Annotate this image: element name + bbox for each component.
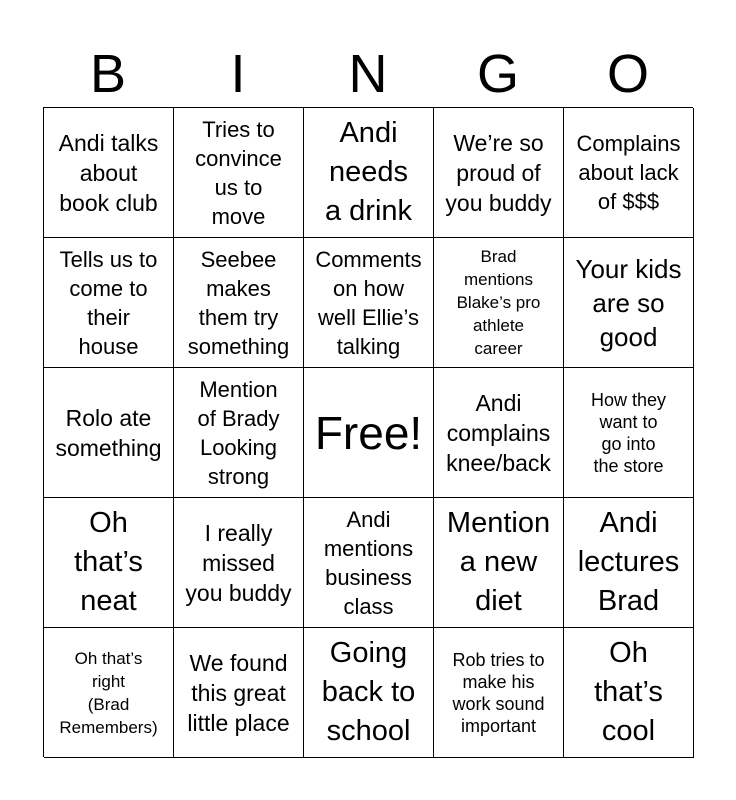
bingo-cell-r4c5[interactable]: [564, 498, 694, 628]
bingo-cell-text: I really missed you buddy: [185, 519, 292, 606]
bingo-cell-r5c5[interactable]: [564, 628, 694, 758]
bingo-cell-text: How they want to go into the store: [590, 389, 667, 476]
bingo-cell-text: Oh that’s cool: [594, 637, 663, 747]
bingo-cell-text: Mention a new diet: [446, 507, 551, 617]
bingo-cell-r3c4[interactable]: [434, 368, 564, 498]
bingo-cell-r3c1[interactable]: [44, 368, 174, 498]
bingo-cell-text: Andi complains knee/back: [446, 389, 551, 476]
bingo-cell-r2c2[interactable]: [174, 238, 304, 368]
bingo-cell-r5c1[interactable]: [44, 628, 174, 758]
bingo-cell-text: Going back to school: [321, 637, 416, 747]
bingo-cell-text: Tells us to come to their house: [59, 246, 158, 359]
header-letter-n: N: [348, 44, 388, 104]
header-letter-g: G: [476, 44, 519, 104]
bingo-cell-r3c2[interactable]: [174, 368, 304, 498]
bingo-cell-text: Seebee makes them try something: [187, 246, 290, 359]
bingo-cell-text: Brad mentions Blake’s pro athlete career: [456, 247, 541, 358]
header-letter-b: B: [89, 44, 127, 104]
bingo-cell-r4c3[interactable]: [304, 498, 434, 628]
bingo-cell-text: We found this great little place: [187, 649, 290, 736]
bingo-cell-text: Andi needs a drink: [324, 117, 413, 227]
bingo-board: [43, 107, 693, 757]
bingo-cell-text: Oh that’s neat: [74, 507, 143, 617]
header-letter-i: I: [230, 44, 246, 104]
bingo-cell-r5c3[interactable]: [304, 628, 434, 758]
bingo-cell-r1c3[interactable]: [304, 108, 434, 238]
bingo-cell-text: Rolo ate something: [55, 404, 162, 461]
bingo-cell-text: Rob tries to make his work sound important: [452, 649, 545, 736]
bingo-cell-r1c2[interactable]: [174, 108, 304, 238]
bingo-cell-r5c4[interactable]: [434, 628, 564, 758]
bingo-cell-r4c1[interactable]: [44, 498, 174, 628]
bingo-cell-text: Oh that’s right (Brad Remembers): [59, 648, 158, 737]
bingo-cell-r5c2[interactable]: [174, 628, 304, 758]
bingo-cell-r4c2[interactable]: [174, 498, 304, 628]
bingo-cell-r4c4[interactable]: [434, 498, 564, 628]
bingo-cell-text: We’re so proud of you buddy: [445, 129, 552, 216]
bingo-cell-r2c5[interactable]: [564, 238, 694, 368]
bingo-cell-r1c5[interactable]: [564, 108, 694, 238]
bingo-cell-text: Free!: [314, 406, 423, 459]
free-space-cell[interactable]: [304, 368, 434, 498]
bingo-header: [43, 40, 693, 108]
bingo-cell-r2c3[interactable]: [304, 238, 434, 368]
bingo-cell-text: Complains about lack of $$$: [576, 131, 681, 214]
header-letter-o: O: [606, 44, 649, 104]
bingo-cell-text: Tries to convince us to move: [195, 116, 282, 229]
bingo-cell-text: Andi talks about book club: [58, 129, 159, 216]
bingo-cell-r2c1[interactable]: [44, 238, 174, 368]
bingo-cell-r1c1[interactable]: [44, 108, 174, 238]
bingo-cell-text: Andi lectures Brad: [577, 507, 680, 617]
bingo-cell-text: Mention of Brady Looking strong: [197, 376, 280, 489]
bingo-cell-r2c4[interactable]: [434, 238, 564, 368]
bingo-cell-text: Your kids are so good: [575, 253, 682, 352]
bingo-cell-text: Comments on how well Ellie’s talking: [315, 246, 422, 359]
bingo-cell-r3c5[interactable]: [564, 368, 694, 498]
bingo-cell-text: Andi mentions business class: [323, 506, 414, 619]
bingo-cell-r1c4[interactable]: [434, 108, 564, 238]
